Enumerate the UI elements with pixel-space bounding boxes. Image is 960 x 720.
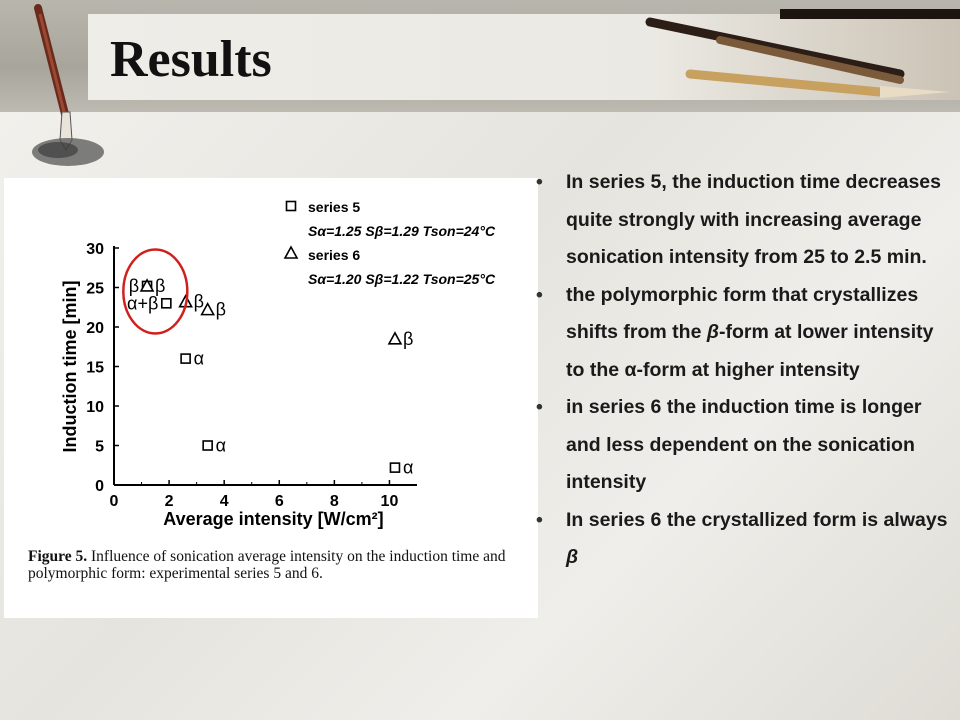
figure-panel	[4, 178, 538, 618]
point-label: β	[402, 328, 414, 349]
results-bullets	[536, 164, 956, 577]
point-label: α	[215, 435, 227, 456]
bullet-3-text: in series 6 the induction time is longer and less dependent on the sonication intensity	[566, 396, 922, 493]
bullet-2	[536, 277, 956, 390]
y-tick-label: 15	[86, 359, 104, 377]
bullet-4	[536, 502, 956, 577]
figure-caption	[28, 548, 532, 582]
legend-square-marker	[287, 202, 296, 211]
series-5-point	[203, 441, 212, 450]
bullet-1	[536, 164, 956, 277]
bullet-2-post: -form at lower intensity to the α-form at higher intensity	[566, 321, 934, 381]
y-tick-label: 30	[86, 241, 104, 258]
y-tick-label: 5	[95, 438, 104, 456]
series-6-point	[389, 333, 401, 344]
legend-series-6-conditions: Sα=1.20 Sβ=1.22 Tson=25°C	[308, 271, 496, 287]
y-tick-label: 25	[86, 280, 104, 298]
y-tick-label: 20	[86, 320, 104, 337]
series-5-point	[390, 463, 399, 472]
ink-brush-icon	[32, 8, 104, 166]
caption-text: Influence of sonication average intensity on the induction time and polymorphic form: experimental series 5 and 6.	[28, 548, 506, 582]
bullet-4-pre: In series 6 the crystallized form is always	[566, 508, 948, 531]
x-tick-label: 8	[329, 493, 339, 510]
x-tick-label: 0	[109, 493, 119, 510]
induction-time-chart	[4, 178, 538, 558]
x-axis-title: Average intensity [W/cm²]	[163, 509, 384, 529]
slide-title: Results	[110, 31, 272, 88]
point-label: α	[402, 457, 414, 478]
point-label: β	[155, 275, 166, 296]
bullet-1-text: In series 5, the induction time decreases quite strongly with increasing average sonication intensity from 25 to 2.5 min.	[566, 171, 941, 268]
y-tick-label: 0	[95, 478, 104, 495]
legend-series-5: series 5	[308, 199, 361, 215]
bullet-2-beta: β	[706, 321, 719, 343]
x-tick-label: 10	[380, 493, 399, 510]
series-5-point	[181, 354, 190, 363]
bullet-4-beta: β	[566, 546, 579, 568]
point-label: α+β	[127, 293, 159, 314]
x-tick-label: 6	[274, 493, 284, 510]
point-label: β	[128, 275, 140, 296]
point-label: β	[215, 299, 227, 320]
x-tick-label: 4	[219, 493, 229, 510]
calligraphy-brushes-icon	[650, 14, 960, 98]
legend-triangle-marker	[285, 247, 297, 258]
y-axis-title: Induction time [min]	[60, 280, 80, 453]
bullet-2-pre: the polymorphic form that crystallizes shifts from the	[566, 283, 919, 343]
series-5-point	[162, 299, 171, 308]
y-tick-label: 10	[86, 399, 104, 416]
x-tick-label: 2	[164, 493, 174, 510]
bullet-3	[536, 389, 956, 502]
point-label: β	[193, 291, 204, 312]
legend-series-6: series 6	[308, 247, 361, 263]
point-label: α	[193, 348, 205, 369]
brush-decoration	[0, 0, 960, 180]
legend-series-5-conditions: Sα=1.25 Sβ=1.29 Tson=24°C	[308, 223, 496, 239]
caption-label: Figure 5.	[28, 548, 88, 565]
